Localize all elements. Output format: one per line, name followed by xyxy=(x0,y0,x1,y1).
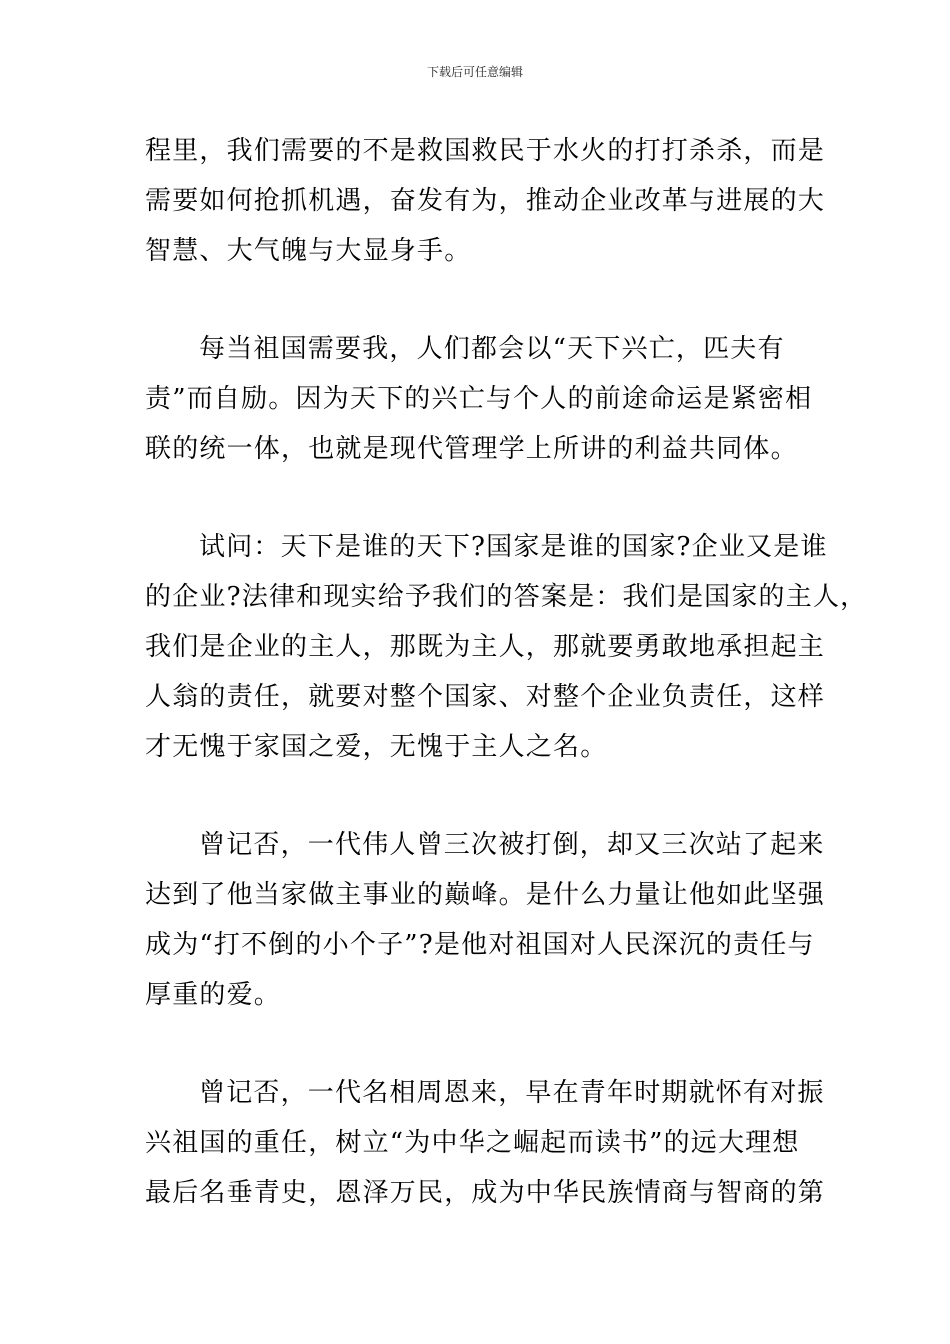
paragraph-line: 曾记否，一代名相周恩来，早在青年时期就怀有对振 xyxy=(199,1078,825,1108)
paragraph-line: 兴祖国的重任，树立“为中华之崛起而读书”的远大理想 xyxy=(145,1128,800,1158)
paragraph-line: 最后名垂青史，恩泽万民，成为中华民族情商与智商的第 xyxy=(145,1178,826,1208)
paragraph-1 xyxy=(145,126,826,276)
paragraph-5 xyxy=(145,1068,826,1218)
paragraph-line: 曾记否，一代伟人曾三次被打倒，却又三次站了起来 xyxy=(199,830,825,860)
paragraph-4 xyxy=(145,820,826,1020)
paragraph-line: 人翁的责任，就要对整个国家、对整个企业负责任，这样 xyxy=(145,682,826,712)
paragraph-line: 责”而自励。因为天下的兴亡与个人的前途命运是紧密相 xyxy=(145,384,813,414)
paragraph-line: 厚重的爱。 xyxy=(145,980,282,1010)
paragraph-line: 的企业?法律和现实给予我们的答案是：我们是国家的主人， xyxy=(145,582,868,612)
page-header: 下载后可任意编辑 xyxy=(426,65,523,79)
paragraph-line: 我们是企业的主人，那既为主人，那就要勇敢地承担起主 xyxy=(145,632,826,662)
paragraph-line: 成为“打不倒的小个子”?是他对祖国对人民深沉的责任与 xyxy=(145,930,815,960)
paragraph-line: 联的统一体，也就是现代管理学上所讲的利益共同体。 xyxy=(145,434,798,464)
paragraph-line: 达到了他当家做主事业的巅峰。是什么力量让他如此坚强 xyxy=(145,880,826,910)
paragraph-line: 程里，我们需要的不是救国救民于水火的打打杀杀，而是 xyxy=(145,136,826,166)
paragraph-3 xyxy=(145,522,868,772)
paragraph-line: 智慧、大气魄与大显身手。 xyxy=(145,236,472,266)
paragraph-line: 每当祖国需要我，人们都会以“天下兴亡，匹夫有 xyxy=(199,334,785,364)
paragraph-line: 需要如何抢抓机遇，奋发有为，推动企业改革与进展的大 xyxy=(145,186,826,216)
paragraph-line: 才无愧于家国之爱，无愧于主人之名。 xyxy=(145,732,608,762)
paragraph-2 xyxy=(145,324,813,474)
paragraph-line: 试问：天下是谁的天下?国家是谁的国家?企业又是谁 xyxy=(199,532,828,562)
